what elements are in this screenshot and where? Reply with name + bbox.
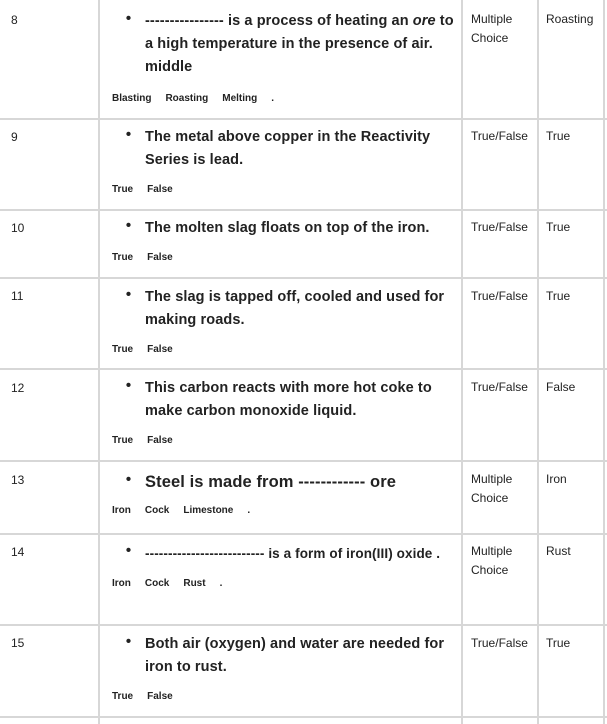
question-text: Steel is made from ------------ ore bbox=[145, 473, 396, 491]
question-type: Multiple Choice bbox=[471, 472, 513, 505]
table-row bbox=[0, 120, 607, 211]
row-number: 10 bbox=[11, 221, 25, 235]
table-row bbox=[0, 370, 607, 462]
question-type: True/False bbox=[471, 220, 528, 234]
option[interactable]: False bbox=[147, 435, 173, 446]
question-type: Multiple Choice bbox=[471, 12, 513, 45]
answer: False bbox=[546, 380, 576, 394]
option[interactable]: False bbox=[147, 252, 173, 263]
row-number: 15 bbox=[11, 636, 25, 650]
option[interactable]: Roasting bbox=[165, 93, 209, 104]
question-text: This carbon reacts with more hot coke to make carbon monoxide liquid. bbox=[145, 380, 432, 419]
answer: True bbox=[546, 129, 571, 143]
bullet: • bbox=[125, 542, 132, 559]
row-number: 12 bbox=[11, 381, 25, 395]
answer: Rust bbox=[546, 544, 571, 558]
question-type: True/False bbox=[471, 289, 528, 303]
table-row bbox=[0, 462, 607, 535]
option[interactable]: Melting bbox=[222, 93, 258, 104]
question-cell bbox=[112, 633, 457, 702]
row-number: 9 bbox=[11, 130, 18, 144]
option[interactable]: True bbox=[112, 184, 134, 195]
table-row bbox=[0, 626, 607, 718]
option[interactable]: True bbox=[112, 252, 134, 263]
table-row bbox=[0, 535, 607, 626]
answer-options bbox=[112, 435, 457, 446]
option[interactable]: Limestone bbox=[183, 505, 234, 516]
answer-options bbox=[112, 252, 457, 263]
option: . bbox=[271, 93, 275, 104]
question-type: True/False bbox=[471, 380, 528, 394]
bullet: • bbox=[125, 377, 132, 394]
answer: True bbox=[546, 636, 571, 650]
question-type: True/False bbox=[471, 636, 528, 650]
question-type: True/False bbox=[471, 129, 528, 143]
answer-options bbox=[112, 691, 457, 702]
option[interactable]: Iron bbox=[112, 505, 131, 516]
question-cell bbox=[112, 542, 457, 589]
option[interactable]: Iron bbox=[112, 578, 131, 589]
question-text: The metal above copper in the Reactivity Series is lead. bbox=[145, 129, 431, 168]
answer: Roasting bbox=[546, 12, 594, 26]
option[interactable]: False bbox=[147, 691, 173, 702]
question-text: The molten slag floats on top of the iron. bbox=[145, 220, 430, 236]
bullet: • bbox=[125, 633, 132, 650]
answer: True bbox=[546, 289, 571, 303]
option[interactable]: True bbox=[112, 435, 134, 446]
question-type: Multiple Choice bbox=[471, 544, 513, 577]
table-row bbox=[0, 0, 607, 120]
option[interactable]: Rust bbox=[183, 578, 206, 589]
option[interactable]: Cock bbox=[144, 578, 170, 589]
row-number: 13 bbox=[11, 473, 25, 487]
option[interactable]: Cock bbox=[144, 505, 170, 516]
question-cell bbox=[112, 126, 457, 195]
answer-options bbox=[112, 505, 457, 516]
answer-options bbox=[112, 578, 457, 589]
table-row bbox=[0, 211, 607, 279]
question-text: -------------------------- is a form of iron(III) oxide . bbox=[145, 546, 441, 561]
question-text: The slag is tapped off, cooled and used for making roads. bbox=[145, 289, 445, 328]
question-cell bbox=[112, 217, 457, 263]
option[interactable]: True bbox=[112, 344, 134, 355]
question-cell bbox=[112, 10, 457, 104]
answer: Iron bbox=[546, 472, 567, 486]
question-cell bbox=[112, 377, 457, 446]
row-number: 8 bbox=[11, 13, 18, 27]
bullet: • bbox=[125, 10, 132, 27]
option: . bbox=[247, 505, 251, 516]
option[interactable]: True bbox=[112, 691, 134, 702]
question-text: Both air (oxygen) and water are needed for iron to rust. bbox=[145, 636, 445, 675]
answer-options bbox=[112, 344, 457, 355]
option[interactable]: False bbox=[147, 184, 173, 195]
option: . bbox=[219, 578, 223, 589]
row-number: 14 bbox=[11, 545, 25, 559]
answer: True bbox=[546, 220, 571, 234]
question-text: ---------------- is a process of heating an ore to a high temperature in the presence of air. middle bbox=[145, 13, 454, 75]
question-cell bbox=[112, 286, 457, 355]
answer-options bbox=[112, 184, 457, 195]
bullet: • bbox=[125, 217, 132, 234]
bullet: • bbox=[125, 471, 132, 488]
row-number: 11 bbox=[11, 289, 24, 303]
answer-options bbox=[112, 93, 457, 104]
option[interactable]: False bbox=[147, 344, 173, 355]
question-cell bbox=[112, 471, 457, 516]
bullet: • bbox=[125, 286, 132, 303]
option[interactable]: Blasting bbox=[112, 93, 152, 104]
table-row bbox=[0, 279, 607, 370]
bullet: • bbox=[125, 126, 132, 143]
